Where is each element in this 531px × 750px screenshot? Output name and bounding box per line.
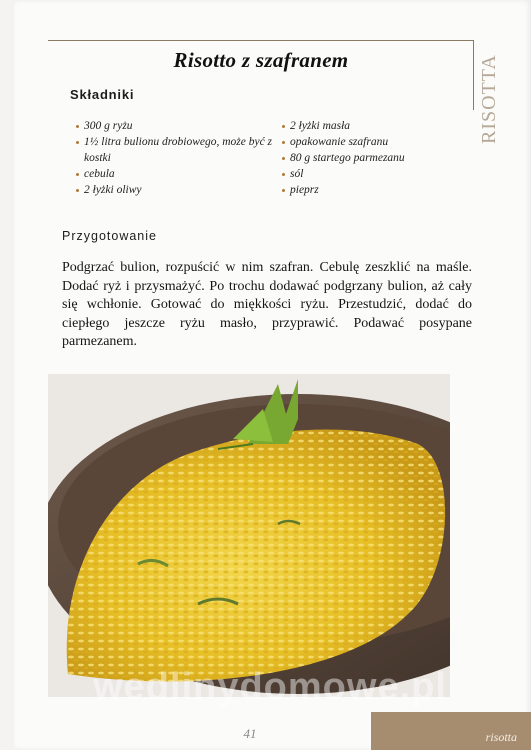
ingredient-item: 80 g startego parmezanu: [282, 150, 462, 166]
ingredient-item: sól: [282, 166, 462, 182]
risotto-illustration: [48, 374, 450, 697]
ingredient-item: 2 łyżki oliwy: [76, 182, 276, 198]
ingredient-item: opakowanie szafranu: [282, 134, 462, 150]
preparation-text: Podgrzać bulion, rozpuścić w nim szafran. Cebulę zeszklić na maśle. Dodać ryż i przysmażyć. Po trochu dodawać podgrzany bulion, aż cały się wchłonie. Gotować do miękkości ryżu. Przestudzić, dodać do ciepłego jeszcze ryżu masło, przyprawić. Podawać posypane parmezanem.: [62, 260, 472, 349]
section-tab-label: risotta: [485, 730, 517, 744]
risotto-dish-photo: [48, 374, 450, 697]
ingredient-item: 1½ litra bulionu drobiowego, może być z kostki: [76, 134, 276, 166]
ingredient-item: 300 g ryżu: [76, 118, 276, 134]
ingredient-item: pieprz: [282, 182, 462, 198]
preparation-heading: Przygotowanie: [62, 229, 157, 243]
ingredient-item: 2 łyżki masła: [282, 118, 462, 134]
ingredients-list-left: [76, 118, 276, 198]
ingredient-item: cebula: [76, 166, 276, 182]
recipe-title: Risotto z szafranem: [173, 48, 349, 72]
watermark-text: wedlinydomowe.pl: [93, 666, 447, 708]
page-number: 41: [243, 726, 257, 741]
section-side-label: RISOTTA: [478, 54, 500, 144]
title-top-rule: [48, 40, 474, 41]
ingredients-heading: Składniki: [70, 87, 135, 102]
section-tab: [371, 712, 531, 750]
ingredients-list-right: [282, 118, 462, 198]
